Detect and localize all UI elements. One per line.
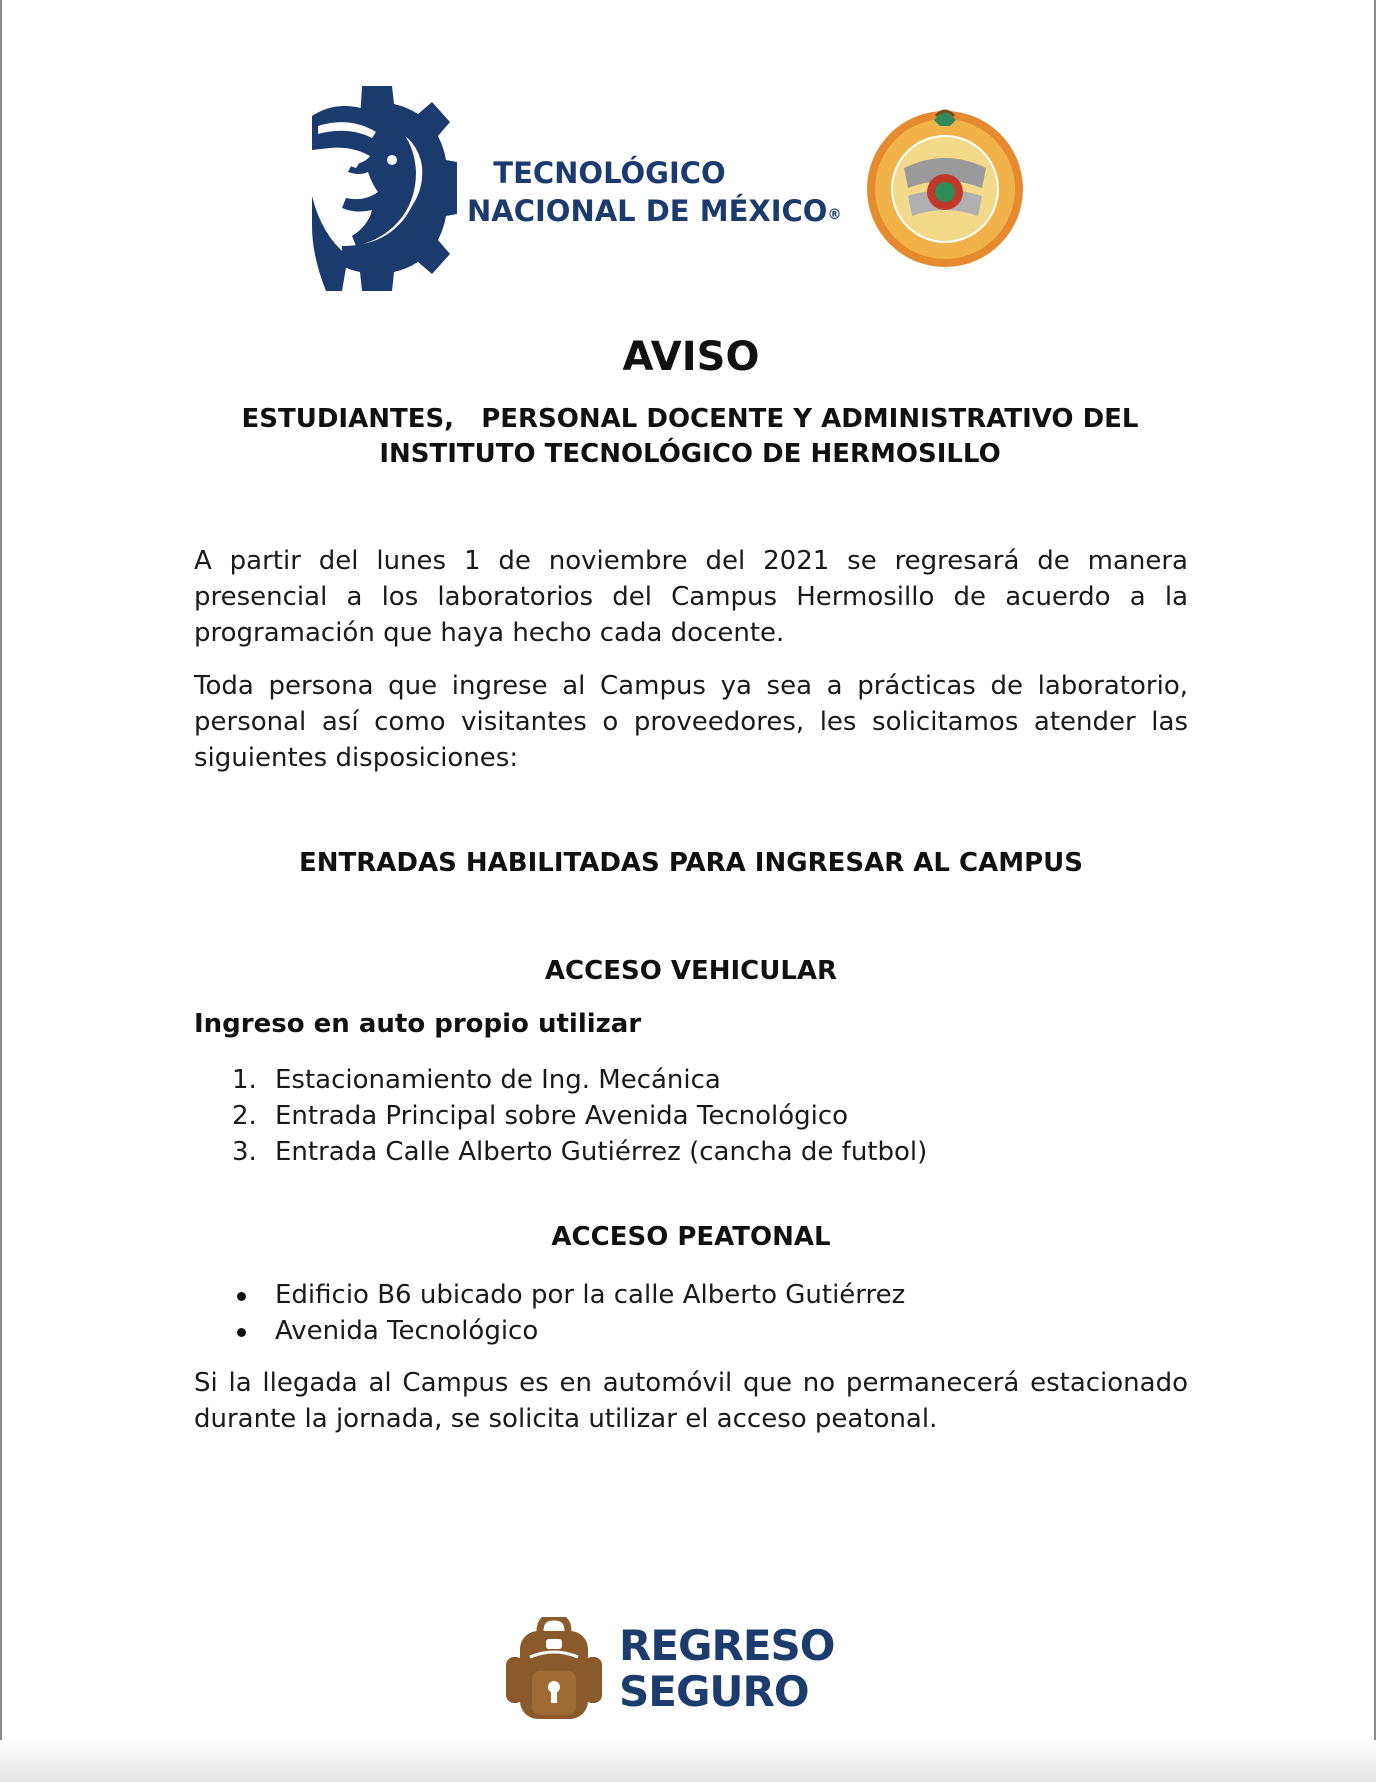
subtitle-line-2: INSTITUTO TECNOLÓGICO DE HERMOSILLO bbox=[379, 439, 1001, 469]
entradas-heading: ENTRADAS HABILITADAS PARA INGRESAR AL CAMPUS bbox=[299, 848, 1083, 878]
list-number: 1. bbox=[232, 1065, 257, 1095]
ith-seal-icon bbox=[864, 108, 1026, 270]
notice-title: AVISO bbox=[622, 334, 760, 380]
list-item bbox=[232, 1277, 905, 1313]
peatonal-list bbox=[232, 1277, 905, 1349]
regreso-seguro-wordmark bbox=[619, 1621, 835, 1716]
closing-paragraph: Si la llegada al Campus es en automóvil que no permanecerá estacionado durante la jornada, se solicita utilizar el acceso peatonal. bbox=[194, 1368, 1188, 1434]
list-item-text: Edificio B6 ubicado por la calle Alberto Gutiérrez bbox=[275, 1280, 906, 1310]
vehicular-list bbox=[232, 1062, 927, 1170]
tecnm-line-1: TECNOLÓGICO bbox=[493, 156, 726, 190]
tecnm-line-2-text: NACIONAL DE MÉXICO bbox=[467, 194, 828, 228]
registered-mark: ® bbox=[827, 207, 842, 223]
notice-subtitle bbox=[230, 402, 1150, 472]
bullet-icon bbox=[237, 1292, 246, 1301]
bullet-icon bbox=[237, 1328, 246, 1337]
list-number: 3. bbox=[232, 1137, 257, 1167]
seguro-line: SEGURO bbox=[619, 1667, 809, 1716]
list-item bbox=[232, 1313, 905, 1349]
list-item-text: Entrada Principal sobre Avenida Tecnológico bbox=[275, 1101, 849, 1131]
tecnm-wordmark bbox=[467, 154, 842, 234]
list-item-text: Avenida Tecnológico bbox=[275, 1316, 539, 1346]
peatonal-heading: ACCESO PEATONAL bbox=[551, 1222, 831, 1252]
backpack-lock-icon bbox=[506, 1617, 602, 1722]
regreso-line: REGRESO bbox=[619, 1621, 835, 1670]
subtitle-line-1: ESTUDIANTES, PERSONAL DOCENTE Y ADMINISTRATIVO DEL bbox=[241, 404, 1139, 434]
list-item bbox=[232, 1134, 927, 1170]
page-bottom-shadow bbox=[0, 1740, 1376, 1782]
tecnm-logo bbox=[312, 86, 842, 291]
list-number: 2. bbox=[232, 1101, 257, 1131]
list-item bbox=[232, 1098, 927, 1134]
vehicular-lead: Ingreso en auto propio utilizar bbox=[194, 1009, 642, 1039]
intro-paragraph: A partir del lunes 1 de noviembre del 2021 se regresará de manera presencial a los laboratorios del Campus Hermosillo de acuerdo a la programación que haya hecho cada docente. bbox=[194, 546, 1188, 648]
regreso-seguro-logo bbox=[506, 1617, 835, 1722]
tecnm-gear-eagle-emblem-icon bbox=[312, 86, 457, 291]
list-item-text: Estacionamiento de Ing. Mecánica bbox=[275, 1065, 721, 1095]
list-item-text: Entrada Calle Alberto Gutiérrez (cancha de futbol) bbox=[275, 1137, 928, 1167]
vehicular-heading: ACCESO VEHICULAR bbox=[544, 956, 838, 986]
tecnm-line-2 bbox=[467, 192, 842, 234]
instructions-paragraph: Toda persona que ingrese al Campus ya sea a prácticas de laboratorio, personal así como visitantes o proveedores, les solicitamos atender las siguientes disposiciones: bbox=[194, 671, 1188, 773]
page-edge-left bbox=[0, 0, 2, 1782]
list-item bbox=[232, 1062, 927, 1098]
